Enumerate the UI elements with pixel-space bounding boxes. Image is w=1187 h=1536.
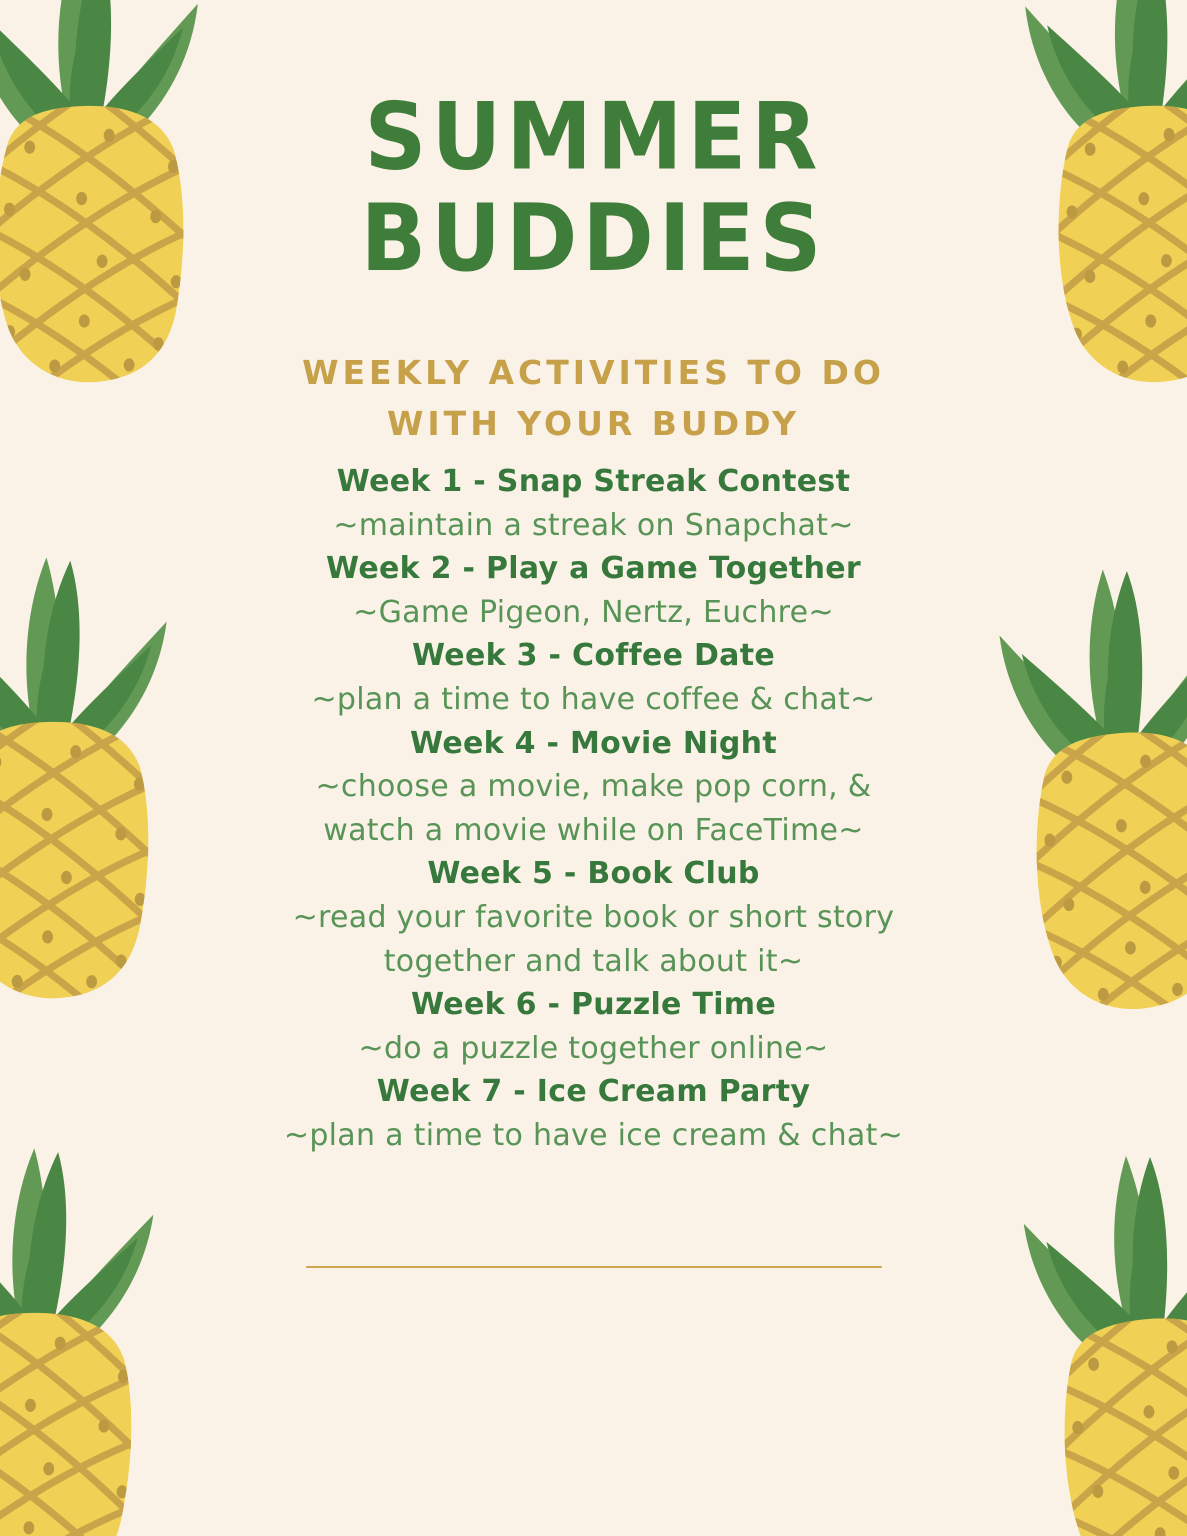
divider-line — [306, 1266, 882, 1268]
week-heading: Week 4 - Movie Night — [410, 725, 777, 761]
week-heading: Week 1 - Snap Streak Contest — [336, 464, 851, 499]
week-item — [284, 983, 904, 1070]
week-detail: ~read your favorite book or short story together and talk about it~ — [292, 899, 895, 979]
week-item — [284, 1070, 904, 1157]
week-heading: Week 5 - Book Club — [427, 856, 760, 892]
pineapple-icon — [985, 560, 1187, 1025]
weekly-activities-list — [284, 460, 904, 1158]
week-detail: ~choose a movie, make pop corn, & watch a movie while on FaceTime~ — [315, 769, 872, 848]
week-item — [284, 547, 904, 634]
week-heading: Week 7 - Ice Cream Party — [376, 1074, 811, 1110]
week-detail: ~plan a time to have ice cream & chat~ — [283, 1117, 904, 1153]
page-title — [0, 83, 1187, 293]
week-heading: Week 2 - Play a Game Together — [326, 551, 861, 587]
pineapple-icon — [0, 1137, 181, 1536]
page-title-line1: SUMMER — [364, 83, 823, 192]
week-detail: ~plan a time to have coffee & chat~ — [311, 681, 876, 717]
week-item — [284, 460, 904, 547]
page-title-line2: BUDDIES — [360, 184, 827, 293]
pineapple-icon — [1008, 1143, 1187, 1536]
week-item — [284, 722, 904, 853]
week-item — [284, 634, 904, 721]
week-item — [284, 852, 904, 983]
week-detail: ~maintain a streak on Snapchat~ — [333, 507, 854, 543]
week-detail: ~Game Pigeon, Nertz, Euchre~ — [353, 594, 834, 630]
pineapple-icon — [0, 549, 193, 1014]
week-heading: Week 6 - Puzzle Time — [410, 987, 777, 1023]
week-detail: ~do a puzzle together online~ — [358, 1030, 829, 1066]
page-subtitle: WEEKLY ACTIVITIES TO DO WITH YOUR BUDDY — [302, 353, 885, 443]
week-heading: Week 3 - Coffee Date — [411, 638, 776, 674]
